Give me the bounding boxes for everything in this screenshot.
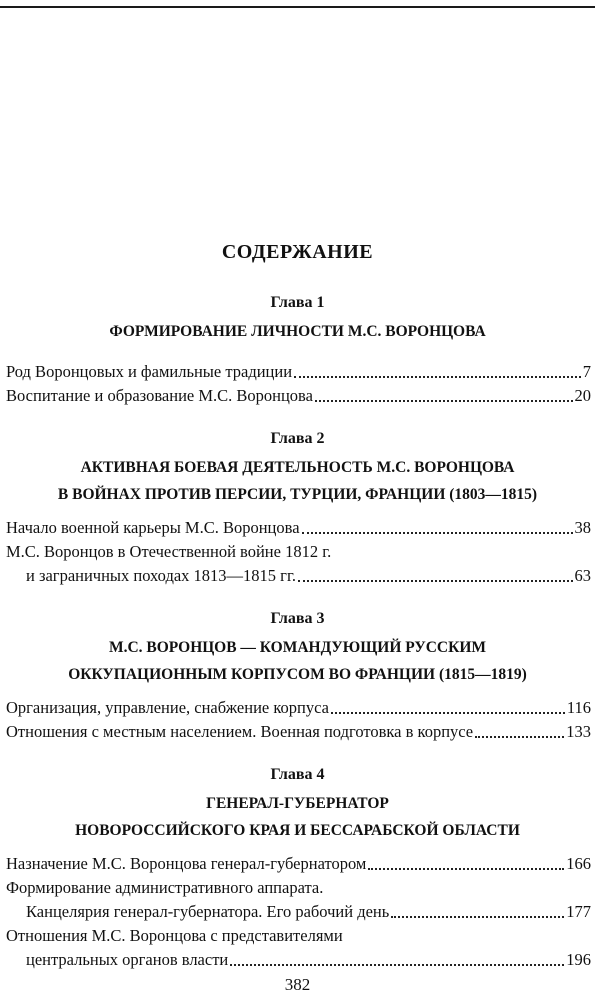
toc-entry-text: Начало военной карьеры М.С. Воронцова [6, 518, 300, 537]
toc-entry[interactable] [6, 362, 591, 384]
chapter-3-title-line-1: М.С. ВОРОНЦОВ — КОМАНДУЮЩИЙ РУССКИМ [108, 639, 487, 656]
toc-entry-text: Род Воронцовых и фамильные традиции [6, 362, 293, 381]
toc-entry-page: 116 [566, 698, 591, 717]
chapter-3-title [0, 634, 595, 688]
chapter-4-title-line-1: ГЕНЕРАЛ-ГУБЕРНАТОР [206, 795, 389, 812]
toc-entry-page: 177 [566, 902, 591, 921]
toc-entry-text-line-1[interactable]: Отношения М.С. Воронцова с представителями [6, 926, 343, 945]
toc-entry[interactable] [6, 518, 591, 540]
chapter-3-label: Глава 3 [270, 610, 325, 627]
leader-dots [298, 579, 573, 582]
toc-entry-text: Организация, управление, снабжение корпуса [6, 698, 329, 717]
leader-dots [302, 531, 573, 534]
page-number: 382 [284, 975, 311, 994]
chapter-4-title [0, 790, 595, 844]
toc-entry[interactable] [6, 386, 591, 408]
contents-title: СОДЕРЖАНИЕ [221, 241, 374, 263]
chapter-2-label: Глава 2 [270, 430, 325, 447]
chapter-1-title [0, 318, 595, 345]
toc-entry-page: 196 [566, 950, 591, 969]
toc-entry[interactable] [26, 950, 591, 972]
toc-entry-page: 63 [574, 566, 591, 585]
toc-entry-page: 166 [566, 854, 591, 873]
chapter-2-title-line-1: АКТИВНАЯ БОЕВАЯ ДЕЯТЕЛЬНОСТЬ М.С. ВОРОНЦОВА [80, 459, 515, 476]
toc-entry[interactable] [6, 698, 591, 720]
toc-entry[interactable] [6, 722, 591, 744]
leader-dots [315, 399, 573, 402]
leader-dots [368, 867, 564, 870]
leader-dots [294, 375, 581, 378]
toc-entry-page: 38 [574, 518, 591, 537]
chapter-1-label: Глава 1 [270, 294, 325, 311]
leader-dots [230, 963, 564, 966]
leader-dots [391, 915, 564, 918]
leader-dots [331, 711, 565, 714]
chapter-3-title-line-2: ОККУПАЦИОННЫМ КОРПУСОМ ВО ФРАНЦИИ (1815—1819) [68, 666, 527, 683]
chapter-4-label: Глава 4 [270, 766, 325, 783]
toc-entry[interactable] [6, 854, 591, 876]
toc-entry-text: Отношения с местным населением. Военная подготовка в корпусе [6, 722, 474, 741]
chapter-2-title-line-2: В ВОЙНАХ ПРОТИВ ПЕРСИИ, ТУРЦИИ, ФРАНЦИИ (1803—1815) [57, 486, 538, 503]
toc-entry[interactable] [26, 902, 591, 924]
top-rule [0, 6, 595, 8]
toc-entry[interactable] [26, 566, 591, 588]
chapter-1-title-line-1: ФОРМИРОВАНИЕ ЛИЧНОСТИ М.С. ВОРОНЦОВА [109, 323, 486, 340]
toc-entry-text-line-2: центральных органов власти [26, 950, 229, 969]
toc-entry-text: Назначение М.С. Воронцова генерал-губернатором [6, 854, 367, 873]
toc-entry-text-line-2: Канцелярия генерал-губернатора. Его рабочий день [26, 902, 390, 921]
toc-entry-page: 20 [574, 386, 591, 405]
toc-entry-text: Воспитание и образование М.С. Воронцова [6, 386, 313, 405]
toc-entry-page: 133 [566, 722, 591, 741]
chapter-4-title-line-2: НОВОРОССИЙСКОГО КРАЯ И БЕССАРАБСКОЙ ОБЛАСТИ [75, 822, 520, 839]
toc-entry-text-line-2: и заграничных походах 1813—1815 гг. [26, 566, 296, 585]
toc-entry-text-line-1[interactable]: Формирование административного аппарата. [6, 878, 324, 897]
toc-entry-text-line-1[interactable]: М.С. Воронцов в Отечественной войне 1812 г. [6, 542, 332, 561]
leader-dots [475, 735, 564, 738]
chapter-2-title [0, 454, 595, 508]
toc-entry-page: 7 [582, 362, 591, 381]
